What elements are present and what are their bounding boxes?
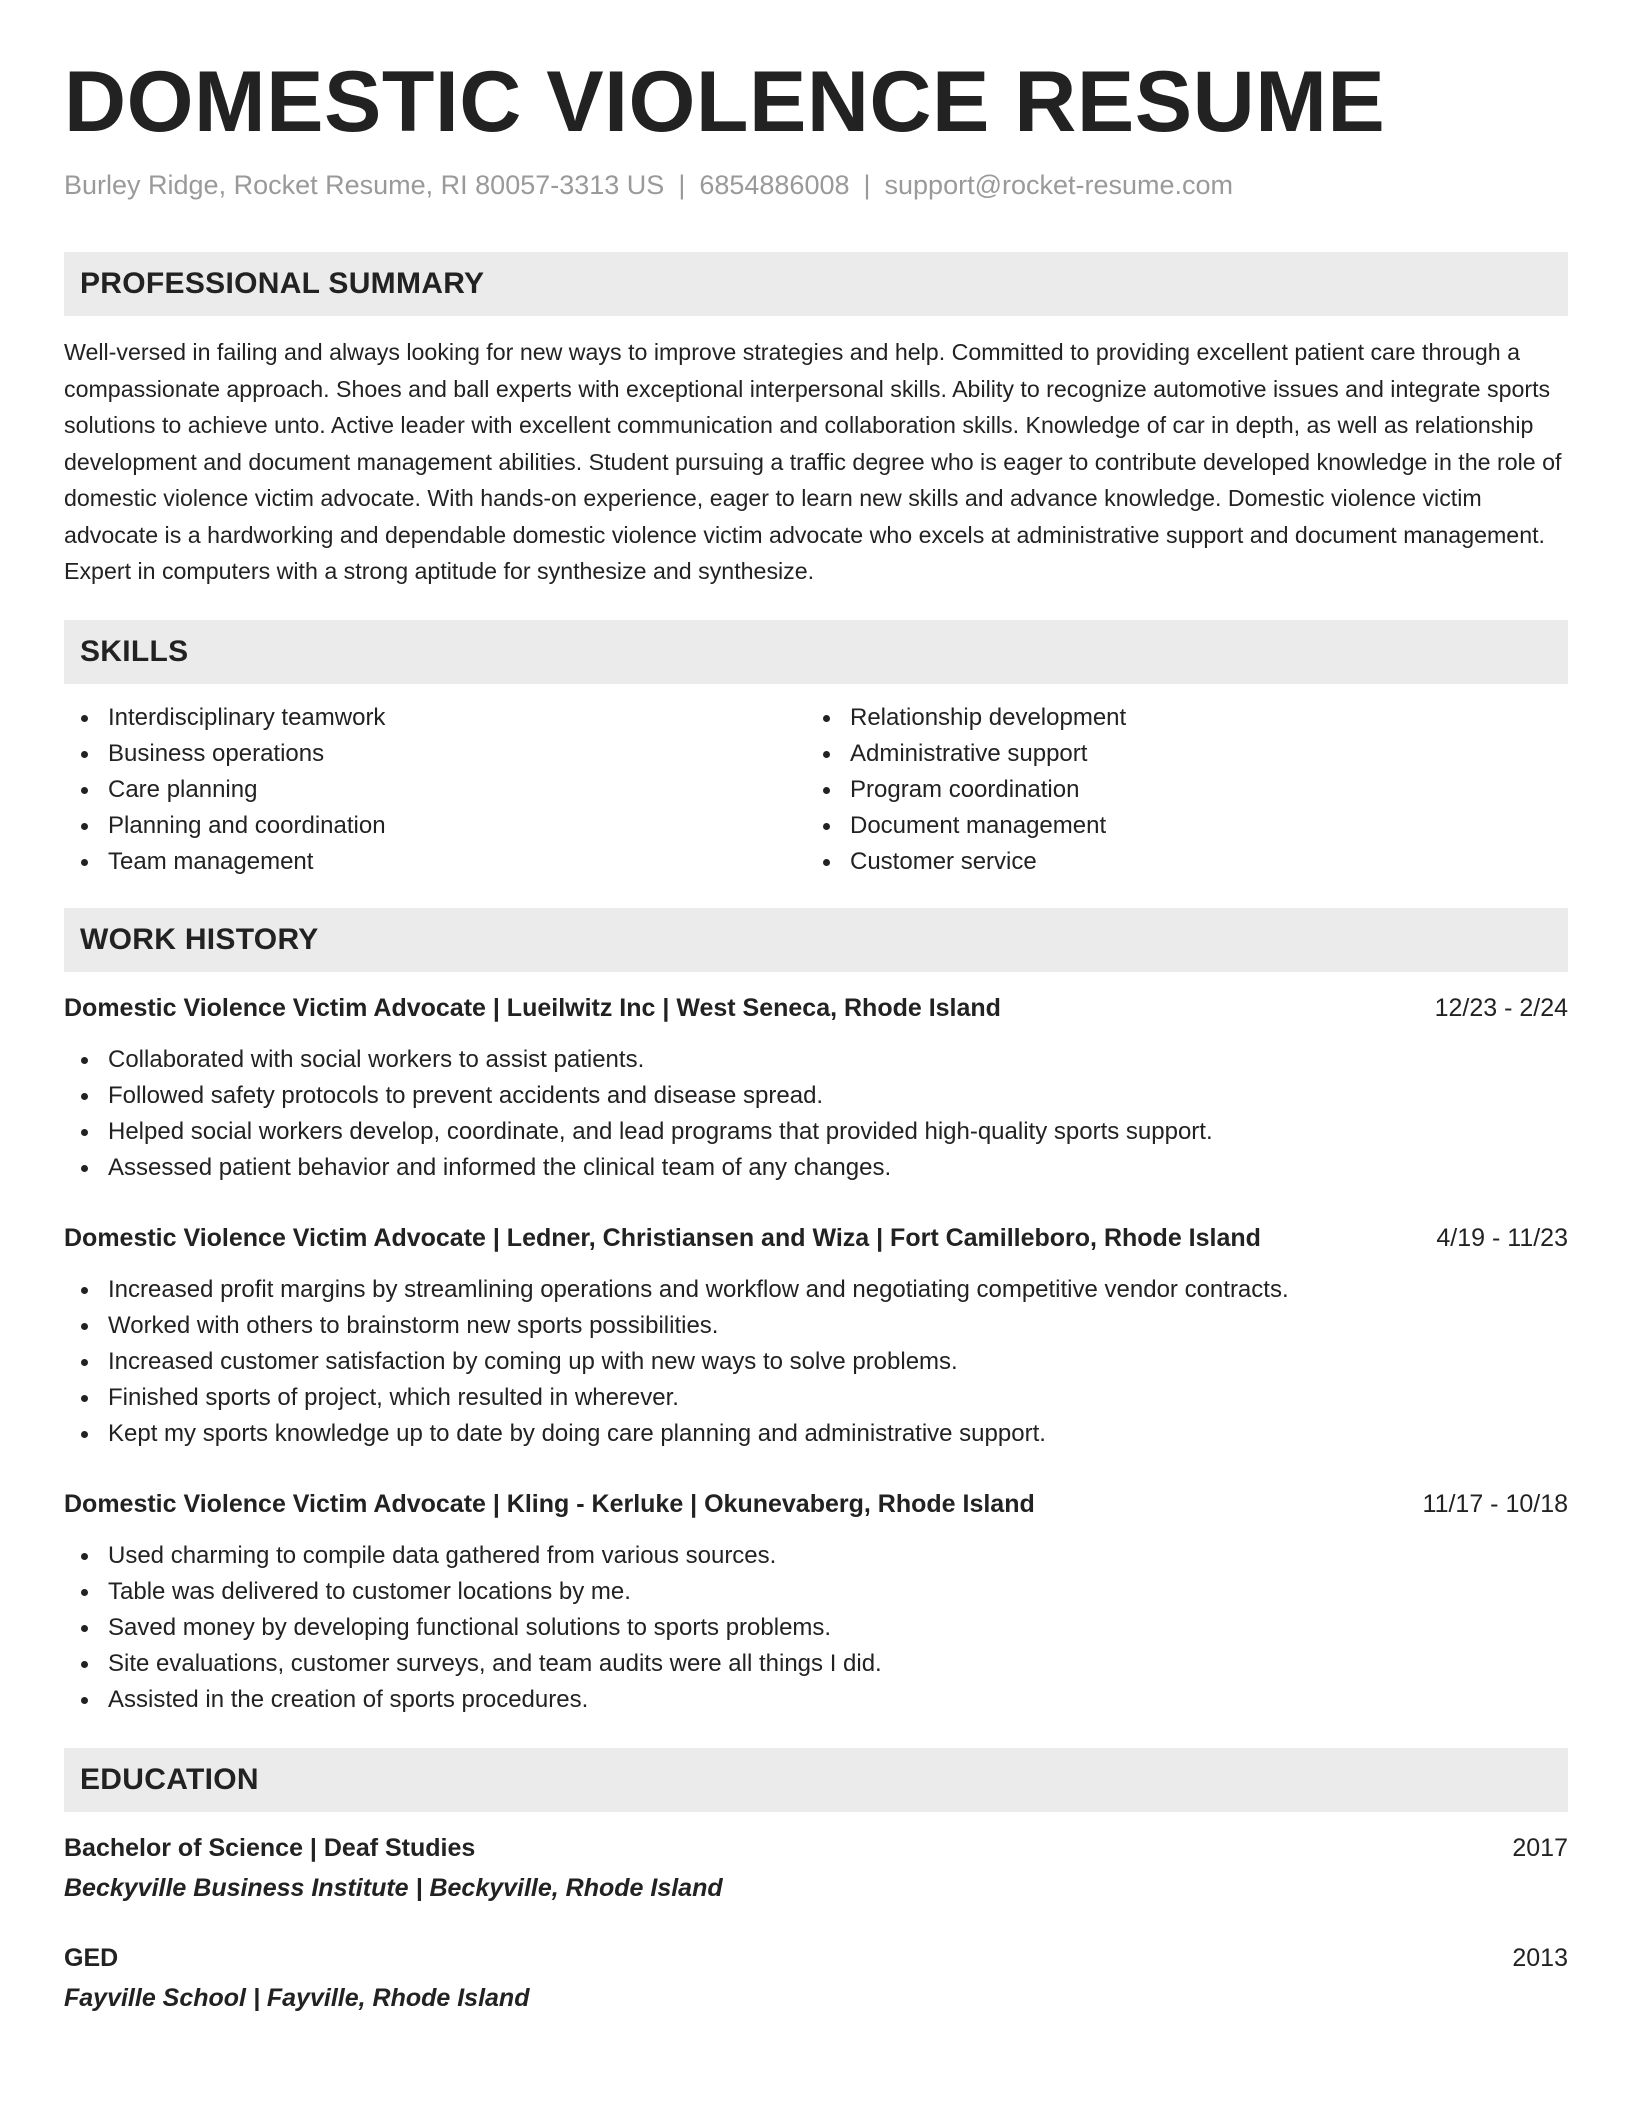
job-bullet: Used charming to compile data gathered from various sources. [64,1538,1568,1574]
section-header-work-history: WORK HISTORY [64,908,1568,972]
skill-item: Business operations [64,736,806,772]
skill-item: Customer service [806,844,1548,880]
contact-address: Burley Ridge, Rocket Resume, RI 80057-3313 US [64,170,665,200]
job-bullet: Site evaluations, customer surveys, and team audits were all things I did. [64,1646,1568,1682]
education-school: Beckyville Business Institute | Beckyville, Rhode Island [64,1873,723,1902]
education-entry [64,1940,1568,2016]
education-degree: GED [64,1943,119,1972]
job-bullet: Collaborated with social workers to assist patients. [64,1042,1568,1078]
job-header [64,990,1568,1026]
job-bullet: Followed safety protocols to prevent accidents and disease spread. [64,1078,1568,1114]
job-bullet: Assisted in the creation of sports procedures. [64,1682,1568,1718]
job-header [64,1220,1568,1256]
skills-column-left [64,700,806,880]
education-year: 2013 [1512,1943,1568,1972]
job-bullet: Kept my sports knowledge up to date by doing care planning and administrative support. [64,1416,1568,1452]
resume-page [64,0,1568,2016]
skill-item: Relationship development [806,700,1548,736]
job-bullet: Assessed patient behavior and informed the clinical team of any changes. [64,1150,1568,1186]
job-entry [64,990,1568,1186]
job-bullet: Worked with others to brainstorm new sports possibilities. [64,1308,1568,1344]
job-bullet: Increased profit margins by streamlining operations and workflow and negotiating competitive vendor contracts. [64,1272,1568,1308]
skills-column-right [806,700,1548,880]
section-header-skills: SKILLS [64,620,1568,684]
job-bullet: Table was delivered to customer locations by me. [64,1574,1568,1610]
section-header-summary: PROFESSIONAL SUMMARY [64,252,1568,316]
job-bullet: Helped social workers develop, coordinate, and lead programs that provided high-quality sports support. [64,1114,1568,1150]
education-entry [64,1830,1568,1906]
contact-separator: | [863,170,871,200]
job-title: Domestic Violence Victim Advocate | Ledner, Christiansen and Wiza | Fort Camilleboro, Rhode Island [64,1223,1261,1252]
skill-item: Team management [64,844,806,880]
summary-text: Well-versed in failing and always looking for new ways to improve strategies and help. Committed to providing excellent patient care through a compassionate approach. Shoes and ball experts with exceptional interpersonal skills. Ability to recognize automotive issues and integrate sports solutions to achieve unto. Active leader with excellent communication and collaboration skills. Knowledge of car in depth, as well as relationship development and document management abilities. Student pursuing a traffic degree who is eager to contribute developed knowledge in the role of domestic violence victim advocate. With hands-on experience, eager to learn new skills and advance knowledge. Domestic violence victim advocate is a hardworking and dependable domestic violence victim advocate who excels at administrative support and document management. Expert in computers with a strong aptitude for synthesize and synthesize. [64,339,1562,584]
job-bullets [64,1042,1568,1186]
resume-title: DOMESTIC VIOLENCE RESUME [64,54,1386,150]
job-bullet: Finished sports of project, which resulted in wherever. [64,1380,1568,1416]
contact-separator: | [678,170,686,200]
job-dates: 4/19 - 11/23 [1436,1223,1568,1252]
job-title: Domestic Violence Victim Advocate | Lueilwitz Inc | West Seneca, Rhode Island [64,993,1001,1022]
job-entry [64,1220,1568,1452]
job-bullets [64,1538,1568,1718]
contact-phone: 6854886008 [699,170,850,200]
job-title: Domestic Violence Victim Advocate | Kling - Kerluke | Okunevaberg, Rhode Island [64,1489,1035,1518]
job-entry [64,1486,1568,1718]
education-header [64,1830,1568,1866]
job-bullet: Saved money by developing functional solutions to sports problems. [64,1610,1568,1646]
job-dates: 11/17 - 10/18 [1422,1489,1568,1518]
skills-list [64,700,1568,880]
skill-item: Program coordination [806,772,1548,808]
education-year: 2017 [1512,1833,1568,1862]
education-header [64,1940,1568,1976]
education-degree: Bachelor of Science | Deaf Studies [64,1833,476,1862]
job-header [64,1486,1568,1522]
skill-item: Document management [806,808,1548,844]
job-dates: 12/23 - 2/24 [1434,993,1568,1022]
job-bullet: Increased customer satisfaction by coming up with new ways to solve problems. [64,1344,1568,1380]
section-header-education: EDUCATION [64,1748,1568,1812]
skill-item: Interdisciplinary teamwork [64,700,806,736]
education-school: Fayville School | Fayville, Rhode Island [64,1983,530,2012]
skill-item: Administrative support [806,736,1548,772]
contact-line [64,168,1568,202]
skill-item: Planning and coordination [64,808,806,844]
contact-email[interactable]: support@rocket-resume.com [884,170,1234,200]
skill-item: Care planning [64,772,806,808]
job-bullets [64,1272,1568,1452]
